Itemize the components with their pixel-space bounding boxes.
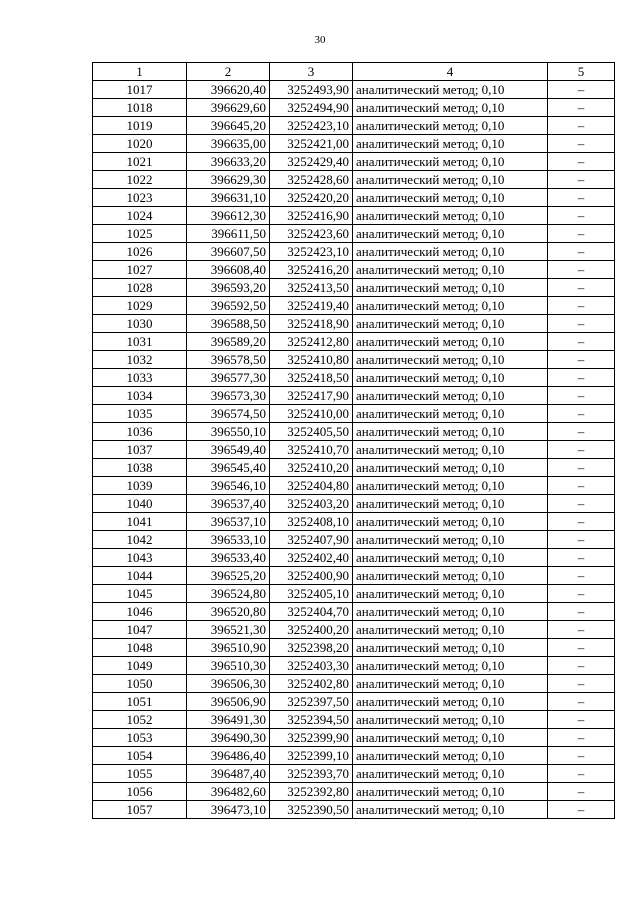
y-coordinate-cell: 3252400,90 xyxy=(270,567,353,585)
point-number-cell: 1020 xyxy=(93,135,187,153)
note-cell: – xyxy=(548,387,615,405)
y-coordinate-cell: 3252399,90 xyxy=(270,729,353,747)
x-coordinate-cell: 396578,50 xyxy=(187,351,270,369)
point-number-cell: 1045 xyxy=(93,585,187,603)
table-row xyxy=(93,243,615,261)
method-accuracy-cell: аналитический метод; 0,10 xyxy=(353,297,548,315)
table-row xyxy=(93,585,615,603)
note-cell: – xyxy=(548,675,615,693)
note-cell: – xyxy=(548,243,615,261)
y-coordinate-cell: 3252429,40 xyxy=(270,153,353,171)
method-accuracy-cell: аналитический метод; 0,10 xyxy=(353,729,548,747)
y-coordinate-cell: 3252405,10 xyxy=(270,585,353,603)
method-accuracy-cell: аналитический метод; 0,10 xyxy=(353,405,548,423)
table-row xyxy=(93,549,615,567)
method-accuracy-cell: аналитический метод; 0,10 xyxy=(353,333,548,351)
method-accuracy-cell: аналитический метод; 0,10 xyxy=(353,531,548,549)
y-coordinate-cell: 3252421,00 xyxy=(270,135,353,153)
table-row xyxy=(93,387,615,405)
table-row xyxy=(93,801,615,819)
x-coordinate-cell: 396629,30 xyxy=(187,171,270,189)
note-cell: – xyxy=(548,99,615,117)
note-cell: – xyxy=(548,783,615,801)
table-row xyxy=(93,657,615,675)
method-accuracy-cell: аналитический метод; 0,10 xyxy=(353,225,548,243)
point-number-cell: 1037 xyxy=(93,441,187,459)
note-cell: – xyxy=(548,603,615,621)
table-row xyxy=(93,189,615,207)
y-coordinate-cell: 3252410,80 xyxy=(270,351,353,369)
y-coordinate-cell: 3252423,10 xyxy=(270,117,353,135)
method-accuracy-cell: аналитический метод; 0,10 xyxy=(353,603,548,621)
point-number-cell: 1053 xyxy=(93,729,187,747)
table-row xyxy=(93,279,615,297)
table-header-row xyxy=(93,63,615,81)
x-coordinate-cell: 396533,10 xyxy=(187,531,270,549)
note-cell: – xyxy=(548,459,615,477)
y-coordinate-cell: 3252402,80 xyxy=(270,675,353,693)
y-coordinate-cell: 3252423,60 xyxy=(270,225,353,243)
x-coordinate-cell: 396487,40 xyxy=(187,765,270,783)
note-cell: – xyxy=(548,441,615,459)
note-cell: – xyxy=(548,639,615,657)
method-accuracy-cell: аналитический метод; 0,10 xyxy=(353,153,548,171)
y-coordinate-cell: 3252398,20 xyxy=(270,639,353,657)
y-coordinate-cell: 3252399,10 xyxy=(270,747,353,765)
method-accuracy-cell: аналитический метод; 0,10 xyxy=(353,369,548,387)
note-cell: – xyxy=(548,747,615,765)
method-accuracy-cell: аналитический метод; 0,10 xyxy=(353,495,548,513)
x-coordinate-cell: 396549,40 xyxy=(187,441,270,459)
table-row xyxy=(93,297,615,315)
point-number-cell: 1033 xyxy=(93,369,187,387)
x-coordinate-cell: 396525,20 xyxy=(187,567,270,585)
note-cell: – xyxy=(548,225,615,243)
point-number-cell: 1043 xyxy=(93,549,187,567)
x-coordinate-cell: 396506,90 xyxy=(187,693,270,711)
point-number-cell: 1024 xyxy=(93,207,187,225)
point-number-cell: 1046 xyxy=(93,603,187,621)
table-row xyxy=(93,783,615,801)
table-row xyxy=(93,729,615,747)
point-number-cell: 1019 xyxy=(93,117,187,135)
y-coordinate-cell: 3252404,70 xyxy=(270,603,353,621)
y-coordinate-cell: 3252393,70 xyxy=(270,765,353,783)
column-header-4: 4 xyxy=(353,63,548,81)
column-header-5: 5 xyxy=(548,63,615,81)
note-cell: – xyxy=(548,297,615,315)
note-cell: – xyxy=(548,495,615,513)
method-accuracy-cell: аналитический метод; 0,10 xyxy=(353,99,548,117)
method-accuracy-cell: аналитический метод; 0,10 xyxy=(353,801,548,819)
y-coordinate-cell: 3252413,50 xyxy=(270,279,353,297)
y-coordinate-cell: 3252408,10 xyxy=(270,513,353,531)
method-accuracy-cell: аналитический метод; 0,10 xyxy=(353,81,548,99)
note-cell: – xyxy=(548,729,615,747)
note-cell: – xyxy=(548,765,615,783)
x-coordinate-cell: 396573,30 xyxy=(187,387,270,405)
method-accuracy-cell: аналитический метод; 0,10 xyxy=(353,657,548,675)
point-number-cell: 1023 xyxy=(93,189,187,207)
y-coordinate-cell: 3252410,00 xyxy=(270,405,353,423)
x-coordinate-cell: 396574,50 xyxy=(187,405,270,423)
method-accuracy-cell: аналитический метод; 0,10 xyxy=(353,459,548,477)
method-accuracy-cell: аналитический метод; 0,10 xyxy=(353,171,548,189)
note-cell: – xyxy=(548,135,615,153)
x-coordinate-cell: 396611,50 xyxy=(187,225,270,243)
method-accuracy-cell: аналитический метод; 0,10 xyxy=(353,513,548,531)
method-accuracy-cell: аналитический метод; 0,10 xyxy=(353,351,548,369)
point-number-cell: 1025 xyxy=(93,225,187,243)
note-cell: – xyxy=(548,279,615,297)
x-coordinate-cell: 396608,40 xyxy=(187,261,270,279)
note-cell: – xyxy=(548,405,615,423)
y-coordinate-cell: 3252416,90 xyxy=(270,207,353,225)
y-coordinate-cell: 3252410,20 xyxy=(270,459,353,477)
x-coordinate-cell: 396490,30 xyxy=(187,729,270,747)
table-row xyxy=(93,171,615,189)
method-accuracy-cell: аналитический метод; 0,10 xyxy=(353,783,548,801)
note-cell: – xyxy=(548,315,615,333)
x-coordinate-cell: 396633,20 xyxy=(187,153,270,171)
note-cell: – xyxy=(548,81,615,99)
method-accuracy-cell: аналитический метод; 0,10 xyxy=(353,117,548,135)
y-coordinate-cell: 3252397,50 xyxy=(270,693,353,711)
note-cell: – xyxy=(548,261,615,279)
y-coordinate-cell: 3252419,40 xyxy=(270,297,353,315)
point-number-cell: 1054 xyxy=(93,747,187,765)
table-row xyxy=(93,621,615,639)
note-cell: – xyxy=(548,477,615,495)
point-number-cell: 1049 xyxy=(93,657,187,675)
y-coordinate-cell: 3252493,90 xyxy=(270,81,353,99)
table-row xyxy=(93,261,615,279)
x-coordinate-cell: 396521,30 xyxy=(187,621,270,639)
point-number-cell: 1031 xyxy=(93,333,187,351)
x-coordinate-cell: 396537,10 xyxy=(187,513,270,531)
table-row xyxy=(93,135,615,153)
y-coordinate-cell: 3252403,20 xyxy=(270,495,353,513)
table-row xyxy=(93,603,615,621)
x-coordinate-cell: 396491,30 xyxy=(187,711,270,729)
x-coordinate-cell: 396546,10 xyxy=(187,477,270,495)
table-row xyxy=(93,693,615,711)
note-cell: – xyxy=(548,711,615,729)
method-accuracy-cell: аналитический метод; 0,10 xyxy=(353,693,548,711)
x-coordinate-cell: 396545,40 xyxy=(187,459,270,477)
point-number-cell: 1057 xyxy=(93,801,187,819)
method-accuracy-cell: аналитический метод; 0,10 xyxy=(353,621,548,639)
x-coordinate-cell: 396510,30 xyxy=(187,657,270,675)
table-row xyxy=(93,711,615,729)
method-accuracy-cell: аналитический метод; 0,10 xyxy=(353,675,548,693)
x-coordinate-cell: 396550,10 xyxy=(187,423,270,441)
table-body xyxy=(93,81,615,819)
table-row xyxy=(93,441,615,459)
y-coordinate-cell: 3252416,20 xyxy=(270,261,353,279)
point-number-cell: 1028 xyxy=(93,279,187,297)
table-row xyxy=(93,207,615,225)
point-number-cell: 1021 xyxy=(93,153,187,171)
y-coordinate-cell: 3252404,80 xyxy=(270,477,353,495)
point-number-cell: 1018 xyxy=(93,99,187,117)
method-accuracy-cell: аналитический метод; 0,10 xyxy=(353,585,548,603)
method-accuracy-cell: аналитический метод; 0,10 xyxy=(353,279,548,297)
y-coordinate-cell: 3252418,50 xyxy=(270,369,353,387)
point-number-cell: 1039 xyxy=(93,477,187,495)
point-number-cell: 1042 xyxy=(93,531,187,549)
x-coordinate-cell: 396520,80 xyxy=(187,603,270,621)
point-number-cell: 1044 xyxy=(93,567,187,585)
table-row xyxy=(93,513,615,531)
x-coordinate-cell: 396593,20 xyxy=(187,279,270,297)
table-row xyxy=(93,531,615,549)
note-cell: – xyxy=(548,117,615,135)
note-cell: – xyxy=(548,657,615,675)
x-coordinate-cell: 396607,50 xyxy=(187,243,270,261)
point-number-cell: 1038 xyxy=(93,459,187,477)
point-number-cell: 1047 xyxy=(93,621,187,639)
point-number-cell: 1056 xyxy=(93,783,187,801)
point-number-cell: 1022 xyxy=(93,171,187,189)
table-row xyxy=(93,459,615,477)
note-cell: – xyxy=(548,513,615,531)
column-header-1: 1 xyxy=(93,63,187,81)
method-accuracy-cell: аналитический метод; 0,10 xyxy=(353,549,548,567)
table-row xyxy=(93,639,615,657)
method-accuracy-cell: аналитический метод; 0,10 xyxy=(353,747,548,765)
note-cell: – xyxy=(548,549,615,567)
method-accuracy-cell: аналитический метод; 0,10 xyxy=(353,207,548,225)
table-row xyxy=(93,423,615,441)
point-number-cell: 1032 xyxy=(93,351,187,369)
y-coordinate-cell: 3252392,80 xyxy=(270,783,353,801)
note-cell: – xyxy=(548,189,615,207)
x-coordinate-cell: 396645,20 xyxy=(187,117,270,135)
point-number-cell: 1026 xyxy=(93,243,187,261)
point-number-cell: 1048 xyxy=(93,639,187,657)
column-header-2: 2 xyxy=(187,63,270,81)
note-cell: – xyxy=(548,333,615,351)
table-row xyxy=(93,495,615,513)
x-coordinate-cell: 396537,40 xyxy=(187,495,270,513)
x-coordinate-cell: 396482,60 xyxy=(187,783,270,801)
x-coordinate-cell: 396577,30 xyxy=(187,369,270,387)
page-number: 30 xyxy=(314,34,326,46)
method-accuracy-cell: аналитический метод; 0,10 xyxy=(353,765,548,783)
note-cell: – xyxy=(548,423,615,441)
table-row xyxy=(93,153,615,171)
y-coordinate-cell: 3252420,20 xyxy=(270,189,353,207)
x-coordinate-cell: 396588,50 xyxy=(187,315,270,333)
y-coordinate-cell: 3252390,50 xyxy=(270,801,353,819)
method-accuracy-cell: аналитический метод; 0,10 xyxy=(353,423,548,441)
note-cell: – xyxy=(548,585,615,603)
method-accuracy-cell: аналитический метод; 0,10 xyxy=(353,135,548,153)
method-accuracy-cell: аналитический метод; 0,10 xyxy=(353,639,548,657)
method-accuracy-cell: аналитический метод; 0,10 xyxy=(353,189,548,207)
table-row xyxy=(93,405,615,423)
table-row xyxy=(93,99,615,117)
point-number-cell: 1034 xyxy=(93,387,187,405)
x-coordinate-cell: 396631,10 xyxy=(187,189,270,207)
y-coordinate-cell: 3252402,40 xyxy=(270,549,353,567)
table-row xyxy=(93,225,615,243)
point-number-cell: 1036 xyxy=(93,423,187,441)
table-row xyxy=(93,675,615,693)
y-coordinate-cell: 3252410,70 xyxy=(270,441,353,459)
method-accuracy-cell: аналитический метод; 0,10 xyxy=(353,243,548,261)
y-coordinate-cell: 3252407,90 xyxy=(270,531,353,549)
x-coordinate-cell: 396620,40 xyxy=(187,81,270,99)
method-accuracy-cell: аналитический метод; 0,10 xyxy=(353,387,548,405)
method-accuracy-cell: аналитический метод; 0,10 xyxy=(353,315,548,333)
x-coordinate-cell: 396589,20 xyxy=(187,333,270,351)
x-coordinate-cell: 396524,80 xyxy=(187,585,270,603)
x-coordinate-cell: 396486,40 xyxy=(187,747,270,765)
y-coordinate-cell: 3252428,60 xyxy=(270,171,353,189)
x-coordinate-cell: 396635,00 xyxy=(187,135,270,153)
y-coordinate-cell: 3252405,50 xyxy=(270,423,353,441)
y-coordinate-cell: 3252403,30 xyxy=(270,657,353,675)
y-coordinate-cell: 3252423,10 xyxy=(270,243,353,261)
note-cell: – xyxy=(548,171,615,189)
table-row xyxy=(93,765,615,783)
x-coordinate-cell: 396629,60 xyxy=(187,99,270,117)
table-row xyxy=(93,351,615,369)
note-cell: – xyxy=(548,693,615,711)
table-row xyxy=(93,567,615,585)
y-coordinate-cell: 3252394,50 xyxy=(270,711,353,729)
table-row xyxy=(93,747,615,765)
y-coordinate-cell: 3252417,90 xyxy=(270,387,353,405)
x-coordinate-cell: 396533,40 xyxy=(187,549,270,567)
table-row xyxy=(93,81,615,99)
table-row xyxy=(93,315,615,333)
note-cell: – xyxy=(548,801,615,819)
method-accuracy-cell: аналитический метод; 0,10 xyxy=(353,477,548,495)
x-coordinate-cell: 396510,90 xyxy=(187,639,270,657)
y-coordinate-cell: 3252400,20 xyxy=(270,621,353,639)
point-number-cell: 1051 xyxy=(93,693,187,711)
note-cell: – xyxy=(548,531,615,549)
point-number-cell: 1050 xyxy=(93,675,187,693)
point-number-cell: 1040 xyxy=(93,495,187,513)
point-number-cell: 1052 xyxy=(93,711,187,729)
table-row xyxy=(93,117,615,135)
x-coordinate-cell: 396612,30 xyxy=(187,207,270,225)
point-number-cell: 1027 xyxy=(93,261,187,279)
note-cell: – xyxy=(548,621,615,639)
note-cell: – xyxy=(548,207,615,225)
table-row xyxy=(93,333,615,351)
table-row xyxy=(93,369,615,387)
x-coordinate-cell: 396592,50 xyxy=(187,297,270,315)
point-number-cell: 1030 xyxy=(93,315,187,333)
x-coordinate-cell: 396473,10 xyxy=(187,801,270,819)
note-cell: – xyxy=(548,567,615,585)
method-accuracy-cell: аналитический метод; 0,10 xyxy=(353,567,548,585)
point-number-cell: 1041 xyxy=(93,513,187,531)
method-accuracy-cell: аналитический метод; 0,10 xyxy=(353,441,548,459)
note-cell: – xyxy=(548,369,615,387)
table-row xyxy=(93,477,615,495)
point-number-cell: 1055 xyxy=(93,765,187,783)
point-number-cell: 1035 xyxy=(93,405,187,423)
point-number-cell: 1017 xyxy=(93,81,187,99)
y-coordinate-cell: 3252494,90 xyxy=(270,99,353,117)
method-accuracy-cell: аналитический метод; 0,10 xyxy=(353,261,548,279)
method-accuracy-cell: аналитический метод; 0,10 xyxy=(353,711,548,729)
note-cell: – xyxy=(548,351,615,369)
coordinates-table xyxy=(92,62,615,819)
point-number-cell: 1029 xyxy=(93,297,187,315)
y-coordinate-cell: 3252412,80 xyxy=(270,333,353,351)
y-coordinate-cell: 3252418,90 xyxy=(270,315,353,333)
note-cell: – xyxy=(548,153,615,171)
x-coordinate-cell: 396506,30 xyxy=(187,675,270,693)
column-header-3: 3 xyxy=(270,63,353,81)
